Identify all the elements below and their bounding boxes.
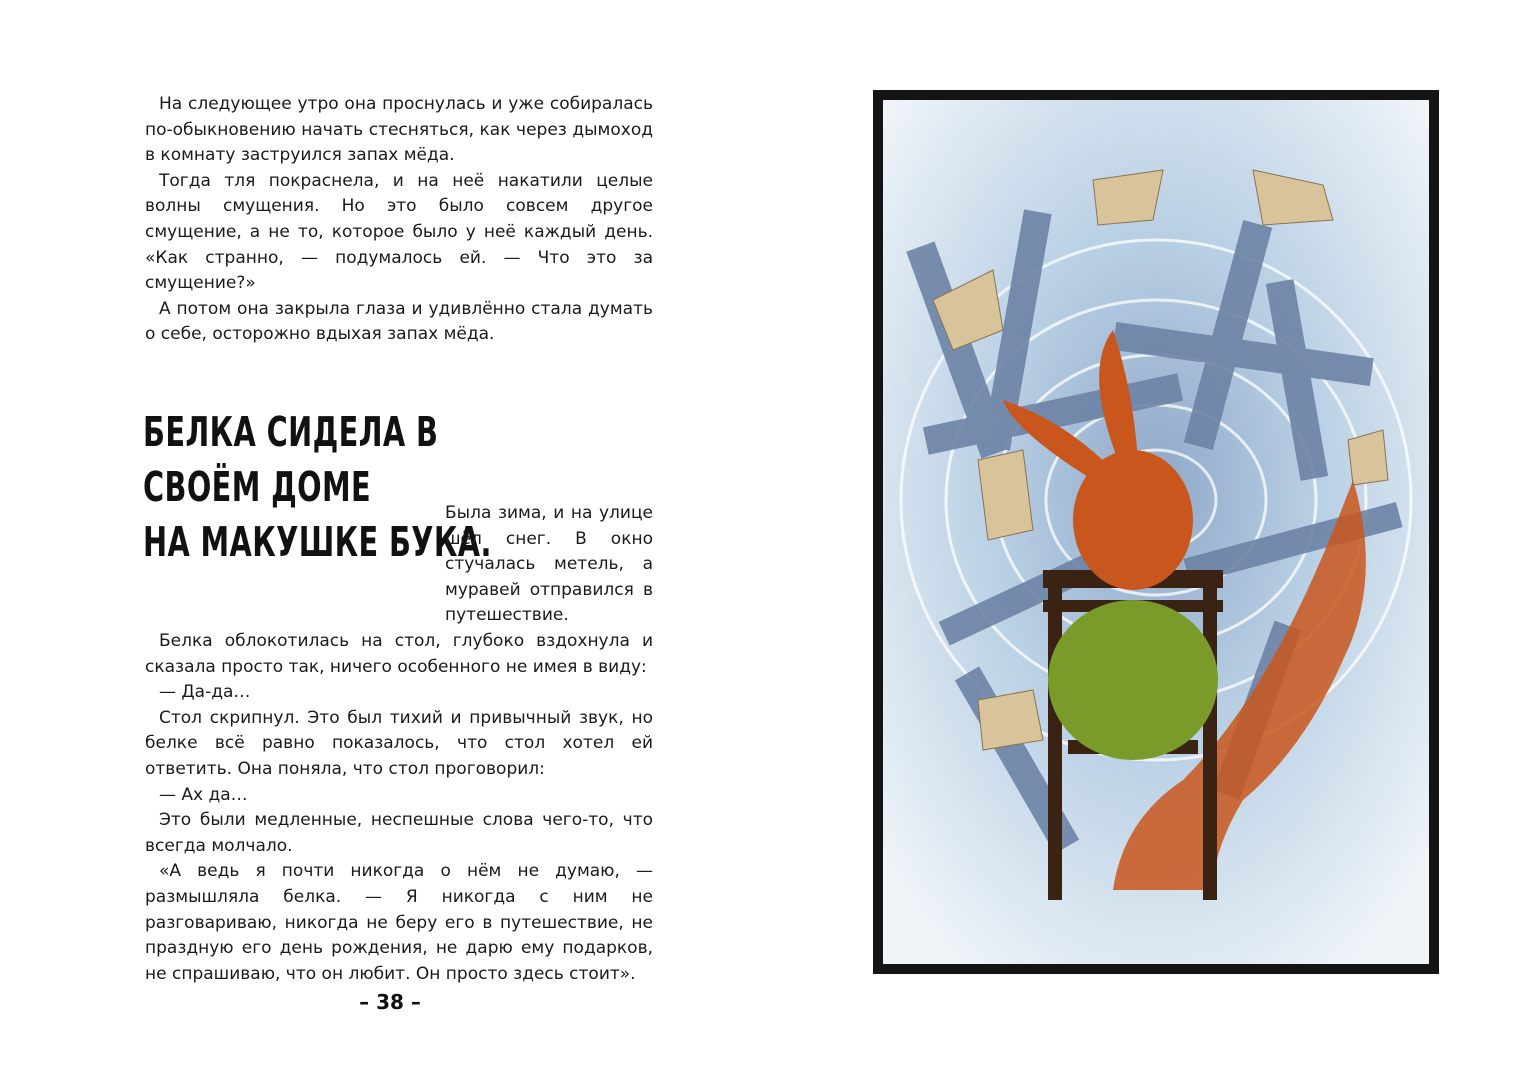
paragraph: На следующее утро она проснулась и уже собиралась по-обыкновению начать стесняться, как через дымоход в комнату заструился запах мёда. bbox=[145, 94, 653, 166]
page-number: – 38 – bbox=[359, 990, 421, 1014]
dialogue-line: — Да-да… bbox=[159, 682, 251, 703]
squirrel-on-chair-painting-icon bbox=[873, 90, 1439, 974]
bottom-text-block bbox=[145, 501, 653, 987]
dialogue-line: — Ах да… bbox=[159, 784, 248, 805]
paragraph: Была зима, и на улице шёл снег. В окно стучалась метель, а муравей отправился в путешествие. bbox=[445, 503, 653, 626]
heading-line: НА МАКУШКЕ БУКА. bbox=[143, 518, 492, 566]
paragraph: Стол скрипнул. Это был тихий и привычный звук, но белке всё равно показалось, что стол хотел ей ответить. Она поняла, что стол проговорил: bbox=[145, 707, 653, 779]
top-text-block bbox=[145, 92, 653, 348]
paragraph: «А ведь я почти никогда о нём не думаю, — размышляла белка. — Я никогда с ним не разговариваю, никогда не беру его в путешествие, не праздную его день рождения, не дарю ему подарков, не спрашиваю, что он любит. Он просто здесь стоит». bbox=[145, 861, 653, 984]
paragraph: Это были медленные, неспешные слова чего-то, что всегда молчало. bbox=[145, 810, 653, 856]
heading-line: БЕЛКА СИДЕЛА В СВОЁМ ДОМЕ bbox=[143, 408, 439, 511]
paragraph: А потом она закрыла глаза и удивлённо стала думать о себе, осторожно вдыхая запах мёда. bbox=[145, 298, 653, 345]
illustration-svg bbox=[883, 100, 1429, 964]
paragraph: Белка облокотилась на стол, глубоко вздохнула и сказала просто так, ничего особенного не имея в виду: bbox=[145, 630, 653, 677]
paragraph: Тогда тля покраснела, и на неё накатили целые волны смущения. Но это было совсем другое смущение, а не то, которое было у неё каждый день. «Как странно, — подумалось ей. — Что это за смущение?» bbox=[145, 170, 653, 294]
